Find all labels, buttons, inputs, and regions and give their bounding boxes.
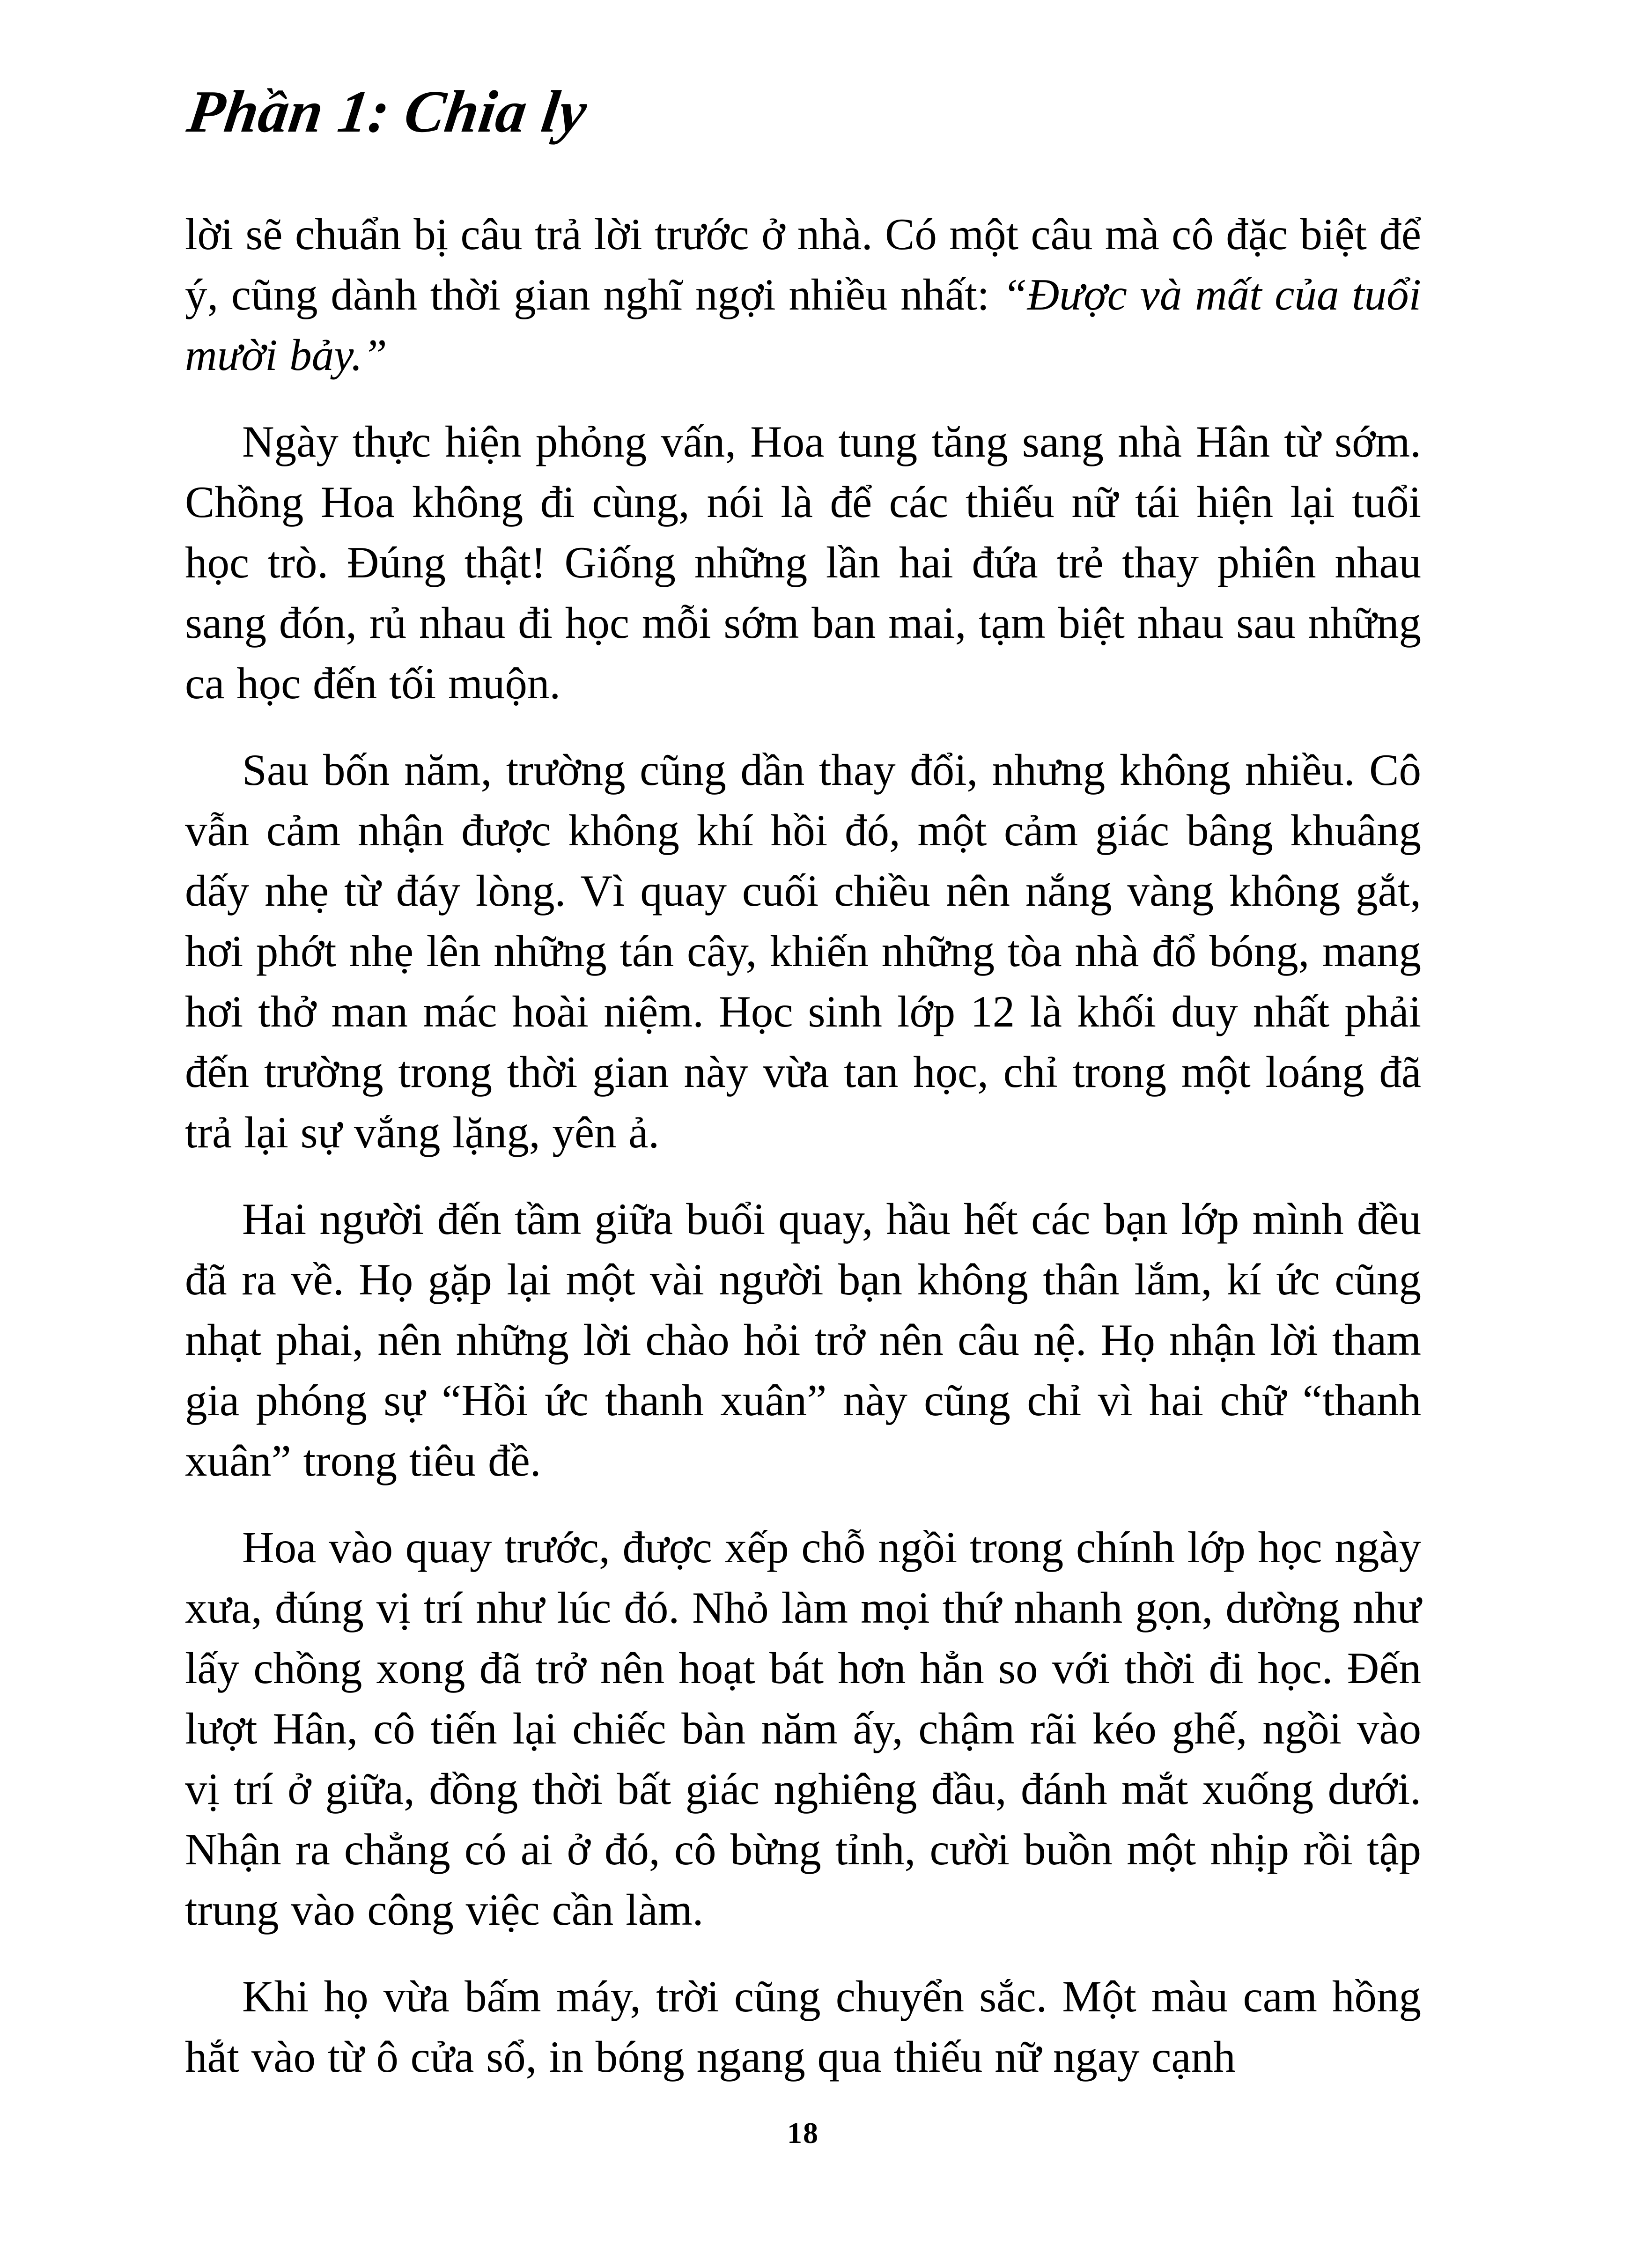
paragraph [185, 1966, 1421, 2087]
page-number: 18 [787, 2116, 819, 2150]
paragraph [185, 1189, 1421, 1491]
text-run: Hoa vào quay trước, được xếp chỗ ngồi trong chính lớp học ngày xưa, đúng vị trí như lúc đó. Nhỏ làm mọi thứ nhanh gọn, dường như lấy chồng xong đã trở nên hoạt bát hơn hẳn so với thời đi học. Đến lượt Hân, cô tiến lại chiếc bàn năm ấy, chậm rãi kéo ghế, ngồi vào vị trí ở giữa, đồng thời bất giác nghiêng đầu, đánh mắt xuống dưới. Nhận ra chẳng có ai ở đó, cô bừng tỉnh, cười buồn một nhịp rồi tập trung vào công việc cần làm. [185, 1522, 1421, 1935]
text-run: Khi họ vừa bấm máy, trời cũng chuyển sắc. Một màu cam hồng hắt vào từ ô cửa sổ, in bóng ngang qua thiếu nữ ngay cạnh [185, 1972, 1421, 2082]
chapter-header: Phần 1: Chia ly [183, 78, 591, 145]
text-run: Ngày thực hiện phỏng vấn, Hoa tung tăng sang nhà Hân từ sớm. Chồng Hoa không đi cùng, nói là để các thiếu nữ tái hiện lại tuổi học trò. Đúng thật! Giống những lần hai đứa trẻ thay phiên nhau sang đón, rủ nhau đi học mỗi sớm ban mai, tạm biệt nhau sau những ca học đến tối muộn. [185, 417, 1421, 708]
text-run: Hai người đến tầm giữa buổi quay, hầu hết các bạn lớp mình đều đã ra về. Họ gặp lại một vài người bạn không thân lắm, kí ức cũng nhạt phai, nên những lời chào hỏi trở nên câu nệ. Họ nhận lời tham gia phóng sự “Hồi ức thanh xuân” này cũng chỉ vì hai chữ “thanh xuân” trong tiêu đề. [185, 1194, 1421, 1485]
text-run: lời sẽ chuẩn bị câu trả lời trước ở nhà. Có một câu mà cô đặc biệt để ý, cũng dành thời gian nghĩ ngợi nhiều nhất: [185, 209, 1421, 319]
paragraph [185, 1517, 1421, 1940]
paragraph [185, 412, 1421, 714]
page-body [185, 204, 1421, 2113]
text-run: Sau bốn năm, trường cũng dần thay đổi, nhưng không nhiều. Cô vẫn cảm nhận được không khí hồi đó, một cảm giác bâng khuâng dấy nhẹ từ đáy lòng. Vì quay cuối chiều nên nắng vàng không gắt, hơi phớt nhẹ lên những tán cây, khiến những tòa nhà đổ bóng, mang hơi thở man mác hoài niệm. Học sinh lớp 12 là khối duy nhất phải đến trường trong thời gian này vừa tan học, chỉ trong một loáng đã trả lại sự vắng lặng, yên ả. [185, 745, 1421, 1157]
italic-text-run: “Được và mất của tuổi mười bảy.” [185, 270, 1421, 380]
paragraph [185, 740, 1421, 1163]
paragraph [185, 204, 1421, 385]
